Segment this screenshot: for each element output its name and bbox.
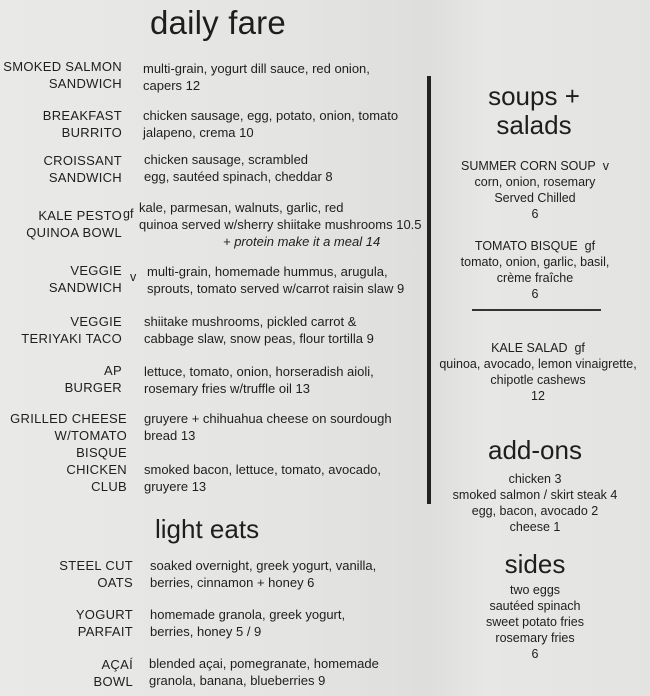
soup-item <box>440 158 630 222</box>
add-on-item: smoked salmon / skirt steak 4 <box>452 488 618 502</box>
menu-item-desc <box>147 263 404 297</box>
item-desc-line: gruyere + chihuahua cheese on sourdough <box>144 411 392 426</box>
section-rule <box>472 309 601 311</box>
side-item: sautéed spinach <box>489 599 581 613</box>
menu-item-name <box>0 656 133 690</box>
item-name-line: YOGURT <box>75 607 133 622</box>
add-ons-title: add-ons <box>488 435 582 465</box>
item-desc-line: multi-grain, yogurt dill sauce, red onion, <box>143 61 370 76</box>
soup-desc-line: corn, onion, rosemary <box>474 175 596 189</box>
item-desc-line: granola, banana, blueberries 9 <box>149 673 326 688</box>
menu-item-name <box>0 362 122 396</box>
item-desc-line: jalapeno, crema 10 <box>143 125 254 140</box>
item-desc-line: soaked overnight, greek yogurt, vanilla, <box>150 558 377 573</box>
item-name-line: PARFAIT <box>77 624 133 639</box>
item-desc-line: + protein make it a meal 14 <box>223 234 381 249</box>
item-name-line: AP <box>104 363 122 378</box>
v-tag: v <box>130 270 137 284</box>
item-name-line: SANDWICH <box>48 170 122 185</box>
menu-item-name <box>0 461 127 495</box>
menu-item-name <box>0 262 122 296</box>
item-desc-line: lettuce, tomato, onion, horseradish aioli, <box>144 364 374 379</box>
item-name-line: W/TOMATO BISQUE <box>54 428 127 460</box>
soup-price: 6 <box>531 207 539 221</box>
item-desc-line: shiitake mushrooms, pickled carrot & <box>144 314 357 329</box>
item-desc-line: blended açai, pomegranate, homemade <box>149 656 379 671</box>
item-desc-line: egg, sautéed spinach, cheddar 8 <box>144 169 333 184</box>
item-desc-line: chicken sausage, egg, potato, onion, tomato <box>143 108 399 123</box>
item-name-line: SANDWICH <box>48 76 122 91</box>
item-desc-line: sprouts, tomato served w/carrot raisin slaw 9 <box>147 281 405 296</box>
item-name-line: GRILLED CHEESE <box>10 411 127 426</box>
menu-item-desc <box>144 313 374 347</box>
item-desc-line: quinoa served w/sherry shiitake mushrooms 10.5 <box>139 217 422 232</box>
item-name-line: BURGER <box>64 380 122 395</box>
menu-item-desc <box>144 151 333 185</box>
item-desc-line: capers 12 <box>143 78 201 93</box>
menu-item-desc <box>143 60 370 94</box>
item-desc-line: berries, cinnamon + honey 6 <box>150 575 315 590</box>
soup-item <box>440 238 630 302</box>
v-tag: v <box>602 159 609 173</box>
item-name-line: OATS <box>97 575 133 590</box>
gf-tag: gf <box>584 239 596 253</box>
side-item: rosemary fries <box>495 631 575 645</box>
sides-title: sides <box>504 549 566 579</box>
item-desc-line: rosemary fries w/truffle oil 13 <box>144 381 310 396</box>
menu-item-desc <box>143 107 398 141</box>
item-name-line: CHICKEN <box>66 462 127 477</box>
add-on-item: chicken 3 <box>508 472 562 486</box>
item-name-line: VEGGIE <box>70 314 122 329</box>
soup-price: 6 <box>531 287 539 301</box>
item-name-line: TERIYAKI TACO <box>21 331 122 346</box>
menu-item-name <box>0 313 122 347</box>
item-desc-line: kale, parmesan, walnuts, garlic, red <box>139 200 344 215</box>
item-name-line: STEEL CUT <box>59 558 133 573</box>
vertical-divider <box>427 76 431 504</box>
menu-item-name <box>0 58 122 92</box>
item-name-line: BOWL <box>93 674 133 689</box>
item-name-line: BURRITO <box>61 125 122 140</box>
item-desc-line: cabbage slaw, snow peas, flour tortilla 9 <box>144 331 374 346</box>
item-desc-line: gruyere 13 <box>144 479 207 494</box>
menu-item-desc <box>144 410 392 444</box>
menu-item-name <box>0 107 122 141</box>
menu-item-name <box>0 152 122 186</box>
soups-salads-title <box>450 82 618 140</box>
item-name-line: CLUB <box>91 479 127 494</box>
salad-item <box>430 340 646 404</box>
daily-fare-title: daily fare <box>150 4 286 41</box>
menu-item-desc <box>144 461 381 495</box>
salad-name: KALE SALAD <box>491 341 568 355</box>
menu-item-desc <box>150 557 376 591</box>
item-name-line: SANDWICH <box>48 280 122 295</box>
item-desc-line: multi-grain, homemade hummus, arugula, <box>147 264 388 279</box>
soup-name: SUMMER CORN SOUP <box>461 159 596 173</box>
soup-name: TOMATO BISQUE <box>474 239 578 253</box>
menu-item-name <box>0 410 127 461</box>
side-item: sweet potato fries <box>486 615 584 629</box>
menu-item-name <box>0 606 133 640</box>
title-line: soups + <box>488 81 580 111</box>
item-name-line: BREAKFAST <box>42 108 122 123</box>
item-name-line: AÇAÍ <box>101 657 133 672</box>
side-item: two eggs <box>509 583 561 597</box>
item-desc-line: berries, honey 5 / 9 <box>150 624 262 639</box>
menu-item-desc <box>149 655 379 689</box>
title-line: salads <box>496 110 572 140</box>
sides-list <box>440 582 630 662</box>
item-name-line: QUINOA BOWL <box>26 225 122 240</box>
salad-price: 12 <box>531 389 545 403</box>
add-on-item: egg, bacon, avocado 2 <box>471 504 599 518</box>
soup-desc-line: tomato, onion, garlic, basil, <box>460 255 610 269</box>
item-name-line: SMOKED SALMON <box>3 59 122 74</box>
menu-item-name <box>0 207 122 241</box>
add-on-item: cheese 1 <box>509 520 561 534</box>
gf-tag: gf <box>574 341 585 355</box>
item-desc-line: smoked bacon, lettuce, tomato, avocado, <box>144 462 382 477</box>
item-desc-line: bread 13 <box>144 428 196 443</box>
salad-desc-line: chipotle cashews <box>490 373 586 387</box>
menu-item-desc <box>139 199 422 250</box>
item-name-line: CROISSANT <box>43 153 122 168</box>
soup-desc-line: Served Chilled <box>494 191 576 205</box>
item-name-line: KALE PESTO <box>38 208 122 223</box>
add-ons-list <box>430 471 640 535</box>
light-eats-title: light eats <box>155 514 260 544</box>
menu-item-desc <box>144 363 374 397</box>
item-desc-line: homemade granola, greek yogurt, <box>150 607 346 622</box>
salad-desc-line: quinoa, avocado, lemon vinaigrette, <box>439 357 637 371</box>
soup-desc-line: crème fraîche <box>496 271 574 285</box>
menu-item-desc <box>150 606 345 640</box>
menu-item-name <box>0 557 133 591</box>
gf-tag: gf <box>123 207 134 221</box>
item-desc-line: chicken sausage, scrambled <box>144 152 309 167</box>
item-name-line: VEGGIE <box>70 263 122 278</box>
sides-price: 6 <box>531 647 539 661</box>
